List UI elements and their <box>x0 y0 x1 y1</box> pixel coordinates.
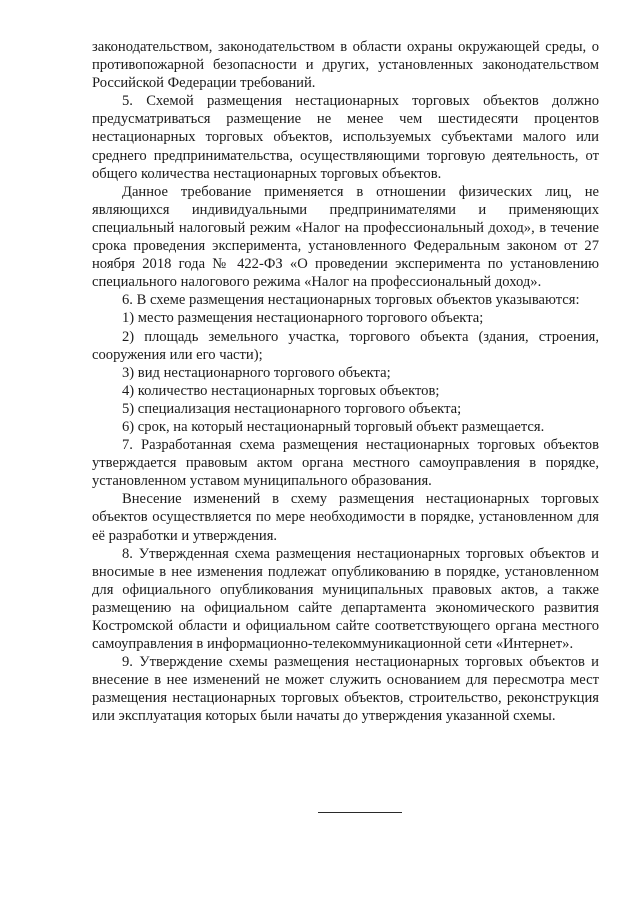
paragraph-7: 7. Разработанная схема размещения нестационарных торговых объектов утверждается правовым актом органа местного самоуправления в порядке, установленном уставом муниципального образования. <box>92 437 599 490</box>
paragraph-5-requirement: Данное требование применяется в отношении физических лиц, не являющихся индивидуальными предпринимателями и применяющих специальный налоговый режим «Налог на профессиональный доход», в течение срока проведения эксперимента, установленного Федеральным законом от 27 ноября 2018 года № 422-ФЗ «О проведении эксперимента по установлению специального налогового режима «Налог на профессиональный доход». <box>92 183 599 291</box>
list-item: 5) специализация нестационарного торгового объекта; <box>122 400 462 417</box>
list-item: 1) место размещения нестационарного торгового объекта; <box>122 310 484 327</box>
list-item: 3) вид нестационарного торгового объекта; <box>122 364 391 381</box>
paragraph-continuation: законодательством, законодательством в области охраны окружающей среды, о противопожарной безопасности и других, установленных законодательством Российской Федерации требований. <box>92 39 599 92</box>
end-separator-line <box>318 812 402 813</box>
list-item: 4) количество нестационарных торговых объектов; <box>122 382 440 399</box>
scheme-contents-list <box>92 309 599 436</box>
list-item: 6) срок, на который нестационарный торговый объект размещается. <box>122 418 545 435</box>
paragraph-6: 6. В схеме размещения нестационарных торговых объектов указываются: <box>122 292 580 309</box>
paragraph-7-changes: Внесение изменений в схему размещения нестационарных торговых объектов осуществляется по мере необходимости в порядке, установленном для её разработки и утверждения. <box>92 491 599 544</box>
list-item: 2) площадь земельного участка, торгового объекта (здания, строения, сооружения или его части); <box>92 328 599 363</box>
paragraph-5: 5. Схемой размещения нестационарных торговых объектов должно предусматриваться размещение не менее чем шестидесяти процентов нестационарных торговых объектов, используемых субъектами малого или среднего предпринимательства, осуществляющими торговую деятельность, от общего количества нестационарных торговых объектов. <box>92 93 599 182</box>
paragraph-9: 9. Утверждение схемы размещения нестационарных торговых объектов и внесение в нее изменений не может служить основанием для пересмотра мест размещения нестационарных торговых объектов, строительство, реконструкция или эксплуатация которых были начаты до утверждения указанной схемы. <box>92 654 599 725</box>
paragraph-8: 8. Утвержденная схема размещения нестационарных торговых объектов и вносимые в нее изменения подлежат опубликованию в порядке, установленном для официального опубликования муниципальных правовых актов, а также размещению на официальном сайте департамента экономического развития Костромской области и официальном сайте соответствующего органа местного самоуправления в информационно-телекоммуникационной сети «Интернет». <box>92 545 599 653</box>
document-page <box>92 38 599 726</box>
